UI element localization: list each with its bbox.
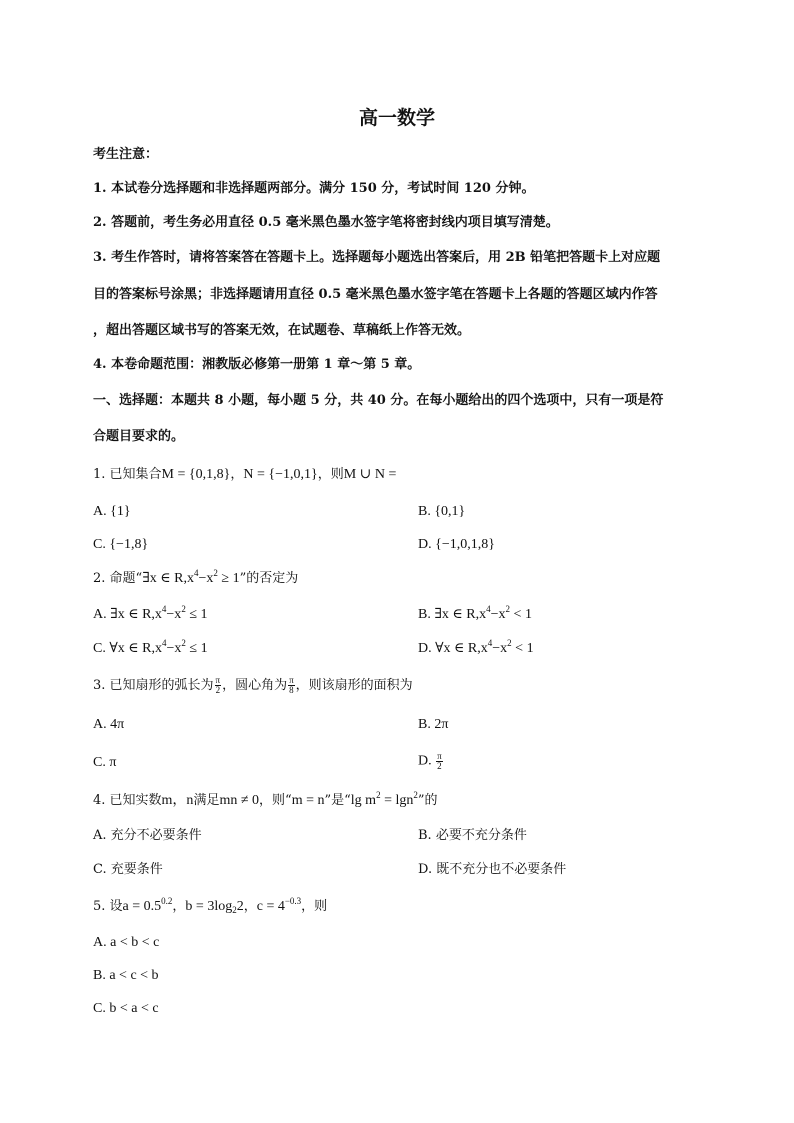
page-title: 高一数学 (358, 107, 435, 129)
question-5-option-b: B. a < c < b (93, 968, 159, 983)
question-4-stem: 4. 已知实数m，n满足mn ≠ 0，则“m = n”是“lg $m^2 = \lg n^2$”的 (93, 790, 438, 808)
question-2-option-c: C. ∀x ∈ $R,x^4-x^2 \le 1$ (93, 638, 208, 656)
notice-heading: 考生注意： (93, 147, 159, 162)
note-3-cont: 目的答案标号涂黑；非选择题请用直径 0.5 毫米黑色墨水签字笔在答题卡上各题的答题区域内作答 (93, 287, 658, 302)
question-2-option-a: A. ∃x ∈ $R,x^4-x^2 \le 1$ (93, 604, 208, 622)
question-4-option-a: A. 充分不必要条件 (93, 828, 202, 843)
question-1-option-c: C. {−1,8} (93, 537, 149, 552)
note-3-cont2: ，超出答题区域书写的答案无效，在试题卷、草稿纸上作答无效。 (93, 323, 471, 338)
question-5-option-c: C. b < a < c (93, 1001, 159, 1016)
question-3-option-a: A. 4π (93, 717, 125, 732)
question-4-option-d: D. 既不充分也不必要条件 (418, 862, 567, 877)
question-3-stem: 3. 已知扇形的弧长为 $\frac{\pi}{2}$ ，圆心角为 $\frac{\pi}{8}$ ，则该扇形的面积为 (93, 675, 413, 695)
question-4-option-c: C. 充要条件 (93, 862, 163, 877)
note-4: 4. 本卷命题范围：湘教版必修第一册第 1 章～第 5 章。 (93, 357, 421, 372)
question-5-option-a: A. a < b < c (93, 935, 160, 950)
section-heading-cont: 合题目要求的。 (93, 429, 185, 444)
fraction-pi-over-2: $\frac{\pi}{2}$ (437, 751, 442, 771)
question-1-option-d: D. {−1,0,1,8} (418, 537, 495, 552)
question-5-stem: 5. 设$a = 0.5^{0.2}$，$b = 3\log_22$，$c = 4^{-0.3}$，则 (93, 896, 328, 915)
question-3-option-d: D. $\frac{\pi}{2}$ (418, 751, 442, 771)
question-3-option-b: B. 2π (418, 717, 449, 732)
question-3-option-c: C. π (93, 755, 117, 770)
question-1-option-b: B. {0,1} (418, 504, 466, 519)
question-2-option-b: B. ∃x ∈ $R,x^4-x^2 < 1$ (418, 604, 532, 622)
fraction-pi-over-8: $\frac{\pi}{8}$ (289, 675, 294, 695)
question-4-option-b: B. 必要不充分条件 (418, 828, 527, 843)
note-1: 1. 本试卷分选择题和非选择题两部分。满分 150 分，考试时间 120 分钟。 (93, 181, 535, 196)
note-2: 2. 答题前，考生务必用直径 0.5 毫米黑色墨水签字笔将密封线内项目填写清楚。 (93, 215, 559, 230)
section-heading: 一、选择题：本题共 8 小题，每小题 5 分，共 40 分。在每小题给出的四个选项中，只有一项是符 (93, 393, 664, 408)
question-2-option-d: D. ∀x ∈ $R,x^4-x^2 < 1$ (418, 638, 534, 656)
question-1-stem: 1. 已知集合M = {0,1,8}，N = {−1,0,1}，则M ∪ N = (93, 467, 397, 482)
question-2-stem: 2. 命题“∃x ∈ $R,x^4-x^2 \ge 1$”的否定为 (93, 568, 299, 586)
note-3: 3. 考生作答时，请将答案答在答题卡上。选择题每小题选出答案后，用 2B 铅笔把答题卡上对应题 (93, 250, 661, 265)
question-1-option-a: A. {1} (93, 504, 131, 519)
fraction-pi-over-2: $\frac{\pi}{2}$ (215, 675, 221, 695)
